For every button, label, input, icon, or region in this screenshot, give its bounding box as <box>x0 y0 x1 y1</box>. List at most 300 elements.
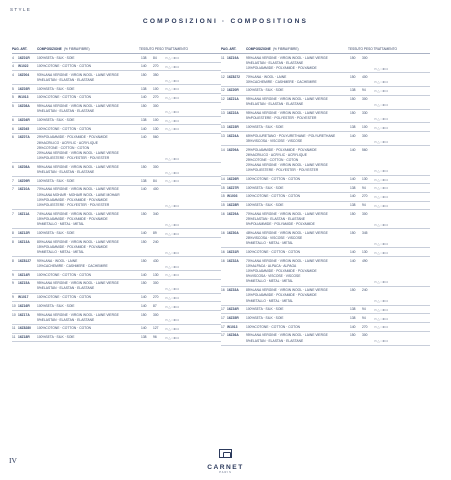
table-row <box>221 210 430 229</box>
composition-text <box>37 135 119 161</box>
composition-line: 20%LANA VERGINE · VIRGIN WOOL · LAINE VIERGE <box>37 151 119 156</box>
composition-line: 5%ELASTAN · ELASTAN · ELASTANE <box>37 109 95 114</box>
care-symbols-icon: ▭△◌⊗⊡ <box>165 127 180 132</box>
care-symbols-icon: ▭△◌⊗⊡ <box>165 250 180 255</box>
composition-line: 48%LANA VERGINE · VIRGIN WOOL · LAINE VIERGE <box>246 230 328 235</box>
care-symbols-icon: ▭△◌⊗⊡ <box>374 222 389 227</box>
page-ref: 13 <box>221 124 225 129</box>
composition-text <box>37 118 75 123</box>
care-symbols-icon: ▭△◌⊗⊡ <box>165 170 180 175</box>
fabric-weight: 340 <box>153 211 159 216</box>
composition-line: 5%POLIAMMIDE · POLYAMIDE · POLYAMIDE <box>246 222 315 227</box>
page-ref: 11 <box>12 326 16 331</box>
composition-line: 74%LANA VERGINE · VIRGIN WOOL · LAINE VIERGE <box>37 211 119 216</box>
composition-line: 15%POLIAMMIDE · POLYAMIDE · POLYAMIDE <box>37 244 108 249</box>
fabric-weight: 94 <box>362 88 366 93</box>
care-symbols-icon: ▭△◌⊗⊡ <box>165 231 180 236</box>
table-row <box>221 110 430 124</box>
composition-line: 100%SETA · SILK · SOIE <box>37 86 75 91</box>
header-code: PAG. ART. <box>221 47 237 51</box>
header-meta: TESSUTO PESO TRATTAMENTO <box>139 47 188 51</box>
page-ref: 4 <box>12 72 14 77</box>
page-ref: 10 <box>12 303 16 308</box>
care-symbols-icon: ▭△◌⊗⊡ <box>374 89 389 94</box>
composition-line: 5%METALLO · METAL · METAL <box>246 298 294 303</box>
composition-line: 5%METALLO · METAL · METAL <box>37 249 85 254</box>
fabric-weight: 400 <box>362 74 368 79</box>
fabric-width: 150 <box>350 55 356 60</box>
page-ref: 6 <box>12 135 14 140</box>
article-code: 16Z34R <box>227 307 239 312</box>
page-ref: 12 <box>221 97 225 102</box>
fabric-width: 140 <box>141 303 147 308</box>
fabric-width: 150 <box>350 230 356 235</box>
care-symbols-icon: ▭△◌⊗⊡ <box>374 299 389 304</box>
composition-text <box>37 212 119 228</box>
article-code: 16Z07A <box>18 135 30 140</box>
table-row <box>12 271 221 280</box>
composition-line: 5%VISCOSA · VISCOSE · VISCOSE <box>246 274 301 279</box>
composition-text <box>37 95 91 100</box>
fabric-width: 138 <box>141 86 147 91</box>
article-code: 16Z8272 <box>227 74 241 79</box>
composition-line: 100%SETA · SILK · SOIE <box>246 88 284 93</box>
composition-text <box>37 240 119 256</box>
fabric-width: 140 <box>141 326 147 331</box>
fabric-width: 150 <box>350 111 356 116</box>
page-ref: 10 <box>12 312 16 317</box>
care-symbols-icon: ▭△◌⊗⊡ <box>165 304 180 309</box>
fabric-weight: 300 <box>153 104 159 109</box>
fabric-width: 140 <box>350 194 356 199</box>
composition-text <box>37 231 75 236</box>
fabric-weight: 300 <box>362 97 368 102</box>
care-symbols-icon: ▭△◌⊗⊡ <box>165 295 180 300</box>
composition-line: 100%COTONE · COTTON · COTON <box>246 177 301 182</box>
composition-line: 5%ELASTAN · ELASTAN · ELASTANE <box>246 338 304 343</box>
page-ref: 4 <box>12 55 14 60</box>
fabric-width: 150 <box>141 164 147 169</box>
page-ref: 16 <box>221 249 225 254</box>
care-symbols-icon: ▭△◌⊗⊡ <box>165 273 180 278</box>
fabric-weight: 560 <box>153 135 159 140</box>
brand-name: CARNET <box>207 464 244 471</box>
table-row <box>221 87 430 96</box>
fabric-width: 140 <box>141 95 147 100</box>
article-code: 16Z09R <box>18 178 30 183</box>
composition-text <box>37 281 119 291</box>
care-symbols-icon: ▭△◌⊗⊡ <box>374 103 389 108</box>
composition-line: 100%SETA · SILK · SOIE <box>37 230 75 235</box>
article-code: 16Z32A <box>227 258 239 263</box>
care-symbols-icon: ▭△◌⊗⊡ <box>165 78 180 83</box>
fabric-weight: 94 <box>362 315 366 320</box>
article-code: W1022 <box>18 64 29 69</box>
table-row <box>12 125 221 134</box>
composition-text <box>37 326 91 331</box>
fabric-width: 150 <box>141 239 147 244</box>
page-ref: 17 <box>221 324 225 329</box>
table-body-right <box>221 54 430 346</box>
page-ref: 13 <box>221 111 225 116</box>
composition-line: 100%SETA · SILK · SOIE <box>37 178 75 183</box>
composition-text <box>246 316 284 321</box>
table-header <box>12 45 221 54</box>
page-ref: 16 <box>221 258 225 263</box>
care-symbols-icon: ▭△◌⊗⊡ <box>374 169 389 174</box>
table-row <box>221 202 430 211</box>
composition-text <box>37 259 108 269</box>
table-header <box>221 45 430 54</box>
table-row <box>221 123 430 132</box>
fabric-weight: 270 <box>362 324 368 329</box>
composition-line: 100%COTONE · COTTON · COTON <box>37 295 92 300</box>
care-symbols-icon: ▭△◌⊗⊡ <box>165 110 180 115</box>
logo-mark-icon <box>219 449 232 458</box>
care-symbols-icon: ▭△◌⊗⊡ <box>165 118 180 123</box>
fabric-weight: 300 <box>153 312 159 317</box>
article-code: 16Z8280 <box>18 326 32 331</box>
article-code: 16Z01R <box>18 55 30 60</box>
composition-text <box>246 88 284 93</box>
care-symbols-icon: ▭△◌⊗⊡ <box>374 307 389 312</box>
care-symbols-icon: ▭△◌⊗⊡ <box>374 125 389 130</box>
composition-text <box>37 295 91 300</box>
page-ref: 5 <box>12 104 14 109</box>
article-code: 16Z17A <box>18 312 30 317</box>
table-row <box>221 248 430 257</box>
fabric-width: 138 <box>141 118 147 123</box>
fabric-weight: 430 <box>153 258 159 263</box>
care-symbols-icon: ▭△◌⊗⊡ <box>165 179 180 184</box>
table-row <box>221 146 430 176</box>
table-row <box>12 311 221 325</box>
article-code: 16Z03R <box>18 86 30 91</box>
article-code: 16Z15A <box>18 281 30 286</box>
page-ref: 7 <box>12 211 14 216</box>
table-row <box>12 54 221 63</box>
fabric-width: 150 <box>141 104 147 109</box>
composition-line: 5%METALLO · METAL · METAL <box>37 222 85 227</box>
fabric-width: 150 <box>141 211 147 216</box>
article-code: W1013 <box>227 324 238 329</box>
table-row <box>12 63 221 72</box>
composition-line: 5%ELASTAN · ELASTAN · ELASTANE <box>37 170 95 175</box>
care-symbols-icon: ▭△◌⊗⊡ <box>165 64 180 69</box>
table-row <box>221 54 430 73</box>
fabric-weight: 300 <box>362 211 368 216</box>
composition-line: 65%POLIURETANO · POLYURETHANE · POLYURETHANE <box>246 133 336 138</box>
table-row <box>12 177 221 186</box>
page-ref: 11 <box>12 335 16 340</box>
fabric-weight: 130 <box>153 126 159 131</box>
composition-text <box>37 304 75 309</box>
page-ref: 12 <box>221 88 225 93</box>
fabric-weight: 100 <box>153 86 159 91</box>
fabric-weight: 300 <box>362 133 368 138</box>
composition-text <box>246 325 300 330</box>
fabric-width: 140 <box>350 177 356 182</box>
article-code: 16Z36A <box>227 333 239 338</box>
article-code: 16Z26R <box>227 177 239 182</box>
fabric-width: 138 <box>350 88 356 93</box>
table-row <box>221 332 430 346</box>
composition-text <box>246 75 317 85</box>
composition-line: 100%SETA · SILK · SOIE <box>37 303 75 308</box>
composition-line: 30%CACHEMIRE · CASHMERE · CACHEMIRE <box>246 79 317 84</box>
fabric-weight: 400 <box>153 187 159 192</box>
fabric-width: 150 <box>350 288 356 293</box>
fabric-weight: 240 <box>362 288 368 293</box>
fabric-weight: 96 <box>153 335 157 340</box>
article-code: 16Z04R <box>18 118 30 123</box>
article-code: 16Z29A <box>227 211 239 216</box>
composition-line: 15%POLIAMMIDE · POLYAMIDE · POLYAMIDE <box>37 216 108 221</box>
page-ref: 7 <box>12 178 14 183</box>
care-symbols-icon: ▭△◌⊗⊡ <box>165 327 180 332</box>
page-ref: 11 <box>221 55 225 60</box>
fabric-weight: 300 <box>362 55 368 60</box>
article-code: 16Z35R <box>227 315 239 320</box>
header-meta: TESSUTO PESO TRATTAMENTO <box>348 47 397 51</box>
fabric-width: 138 <box>141 178 147 183</box>
fabric-width: 140 <box>141 64 147 69</box>
table-row <box>221 132 430 146</box>
fabric-weight: 130 <box>362 177 368 182</box>
care-symbols-icon: ▭△◌⊗⊡ <box>374 177 389 182</box>
composition-text <box>246 259 328 285</box>
fabric-width: 150 <box>350 333 356 338</box>
composition-text <box>246 288 328 304</box>
table-row <box>221 96 430 110</box>
care-symbols-icon: ▭△◌⊗⊡ <box>374 316 389 321</box>
care-symbols-icon: ▭△◌⊗⊡ <box>374 325 389 330</box>
care-symbols-icon: ▭△◌⊗⊡ <box>165 335 180 340</box>
care-symbols-icon: ▭△◌⊗⊡ <box>165 156 180 161</box>
fabric-weight: 270 <box>153 95 159 100</box>
care-symbols-icon: ▭△◌⊗⊡ <box>374 280 389 285</box>
composition-line: 5%POLIESTERE · POLYESTER · POLYESTER <box>246 116 317 121</box>
composition-text <box>37 64 91 69</box>
care-symbols-icon: ▭△◌⊗⊡ <box>165 318 180 323</box>
article-code: 16Z08A <box>18 104 30 109</box>
composition-text <box>37 56 75 61</box>
composition-line: 10%POLIAMMIDE · POLYAMIDE · POLYAMIDE <box>37 197 108 202</box>
composition-line: 5%METALLO · METAL · METAL <box>246 279 294 284</box>
fabric-weight: 100 <box>362 124 368 129</box>
table-row <box>12 280 221 294</box>
brand-logo <box>0 445 451 474</box>
page-ref: 9 <box>12 295 14 300</box>
composition-text <box>37 104 119 114</box>
page-ref: 8 <box>12 239 14 244</box>
composition-line: 80%LANA VERGINE · VIRGIN WOOL · LAINE VIERGE <box>37 239 119 244</box>
composition-text <box>246 203 284 208</box>
table-row <box>12 294 221 303</box>
fabric-weight: 127 <box>153 326 159 331</box>
article-code: 16Z14R <box>18 272 30 277</box>
fabric-width: 140 <box>141 230 147 235</box>
composition-line: 70%LANA VERGINE · VIRGIN WOOL · LAINE VIERGE <box>37 187 119 192</box>
fabric-width: 138 <box>350 185 356 190</box>
page-ref: 17 <box>221 333 225 338</box>
care-symbols-icon: ▭△◌⊗⊡ <box>374 80 389 85</box>
composition-line: 10%CACHEMIRE · CASHMERE · CACHEMIRE <box>37 263 108 268</box>
fabric-weight: 94 <box>362 307 366 312</box>
composition-line: 95%LANA VERGINE · VIRGIN WOOL · LAINE VIERGE <box>37 312 119 317</box>
fabric-width: 150 <box>141 281 147 286</box>
care-symbols-icon: ▭△◌⊗⊡ <box>374 66 389 71</box>
page-ref: 14 <box>221 147 225 152</box>
table-row <box>12 334 221 343</box>
article-code: 16Z045 <box>18 126 30 131</box>
article-code: W1003 <box>227 194 238 199</box>
composition-line: 95%LANA VERGINE · VIRGIN WOOL · LAINE VIERGE <box>246 333 328 338</box>
table-row <box>221 193 430 202</box>
care-symbols-icon: ▭△◌⊗⊡ <box>165 264 180 269</box>
composition-line: 100%SETA · SILK · SOIE <box>37 335 75 340</box>
fabric-width: 150 <box>141 72 147 77</box>
article-code: 16Z30A <box>227 230 239 235</box>
table-row <box>221 176 430 185</box>
composition-line: 26%ACRILICO · ACRYLIC · ACRYLIQUE <box>37 140 98 145</box>
composition-line: 95%LANA VERGINE · VIRGIN WOOL · LAINE VIERGE <box>246 97 328 102</box>
composition-line: 28%VISCOSA · VISCOSE · VISCOSE <box>246 236 303 241</box>
composition-line: 95%LANA VERGINE · VIRGIN WOOL · LAINE VIERGE <box>37 164 119 169</box>
fabric-width: 138 <box>350 203 356 208</box>
fabric-weight: 100 <box>153 118 159 123</box>
article-code: 16Z10A <box>18 187 30 192</box>
fabric-weight: 270 <box>153 295 159 300</box>
page-ref: 12 <box>221 74 225 79</box>
composition-line: 5%ELASTAN · ELASTAN · ELASTANE <box>37 317 95 322</box>
care-symbols-icon: ▭△◌⊗⊡ <box>165 287 180 292</box>
fabric-width: 140 <box>350 258 356 263</box>
composition-text <box>246 125 284 130</box>
page-ref: 5 <box>12 86 14 91</box>
page-ref: 9 <box>12 272 14 277</box>
page-ref: 13 <box>221 133 225 138</box>
page-ref: 16 <box>221 288 225 293</box>
table-row <box>12 229 221 238</box>
fabric-weight: 94 <box>362 203 366 208</box>
composition-line: 10%LANA MOHAIR · MOHAIR WOOL · LAINE MOHAIR <box>37 192 120 197</box>
composition-line: 5%ELASTAN · ELASTAN · ELASTANE <box>246 102 304 107</box>
fabric-weight: 560 <box>362 147 368 152</box>
fabric-width: 140 <box>141 295 147 300</box>
care-symbols-icon: ▭△◌⊗⊡ <box>374 339 389 344</box>
composition-line: 5%ELASTAN · ELASTAN · ELASTANE <box>246 60 304 65</box>
table-row <box>221 73 430 87</box>
composition-line: 29%POLIAMMIDE · POLYAMIDE · POLYAMIDE <box>37 135 108 140</box>
composition-text <box>246 177 300 182</box>
article-code: 16Z004 <box>18 72 30 77</box>
fabric-width: 140 <box>141 272 147 277</box>
fabric-weight: 270 <box>362 194 368 199</box>
page-ref: 15 <box>221 185 225 190</box>
care-symbols-icon: ▭△◌⊗⊡ <box>165 56 180 61</box>
page-ref: 8 <box>12 230 14 235</box>
fabric-width: 138 <box>350 307 356 312</box>
fabric-width: 140 <box>141 187 147 192</box>
care-symbols-icon: ▭△◌⊗⊡ <box>374 250 389 255</box>
table-row <box>12 134 221 164</box>
table-body-left <box>12 54 221 342</box>
table-row <box>221 323 430 332</box>
fabric-width: 138 <box>141 55 147 60</box>
composition-line: 90%LANA · WOOL · LAINE <box>37 258 78 263</box>
article-code: 16Z33A <box>227 288 239 293</box>
table-row <box>12 94 221 103</box>
composition-line: 100%COTONE · COTTON · COTON <box>37 126 92 131</box>
table-row <box>12 238 221 257</box>
composition-line: 20%LANA VERGINE · VIRGIN WOOL · LAINE VIERGE <box>246 163 328 168</box>
fabric-weight: 240 <box>153 239 159 244</box>
fabric-width: 138 <box>141 335 147 340</box>
composition-line: 100%COTONE · COTTON · COTON <box>37 326 92 331</box>
composition-line: 70%LANA VERGINE · VIRGIN WOOL · LAINE VIERGE <box>246 258 328 263</box>
composition-line: 10%POLIAMMIDE · POLYAMIDE · POLYAMIDE <box>246 65 317 70</box>
fabric-weight: 89 <box>153 230 157 235</box>
article-code: 16Z8127 <box>18 258 32 263</box>
header-composition: COMPOSIZIONE <box>37 47 62 51</box>
article-code: 16Z24A <box>227 133 239 138</box>
fabric-width: 140 <box>141 126 147 131</box>
page-ref: 15 <box>221 194 225 199</box>
composition-line: 100%COTONE · COTTON · COTON <box>37 95 92 100</box>
composition-text <box>246 148 328 174</box>
fabric-weight: 270 <box>153 64 159 69</box>
composition-line: 95%LANA VERGINE · VIRGIN WOOL · LAINE VIERGE <box>246 55 328 60</box>
composition-line: 100%SETA · SILK · SOIE <box>246 185 284 190</box>
fabric-width: 140 <box>141 135 147 140</box>
composition-line: 95%LANA VERGINE · VIRGIN WOOL · LAINE VIERGE <box>246 111 328 116</box>
composition-line: 100%COTONE · COTTON · COTON <box>246 324 301 329</box>
fabric-width: 150 <box>350 211 356 216</box>
care-symbols-icon: ▭△◌⊗⊡ <box>165 96 180 101</box>
article-code: 16Z27R <box>227 185 239 190</box>
section-label: STYLE <box>10 7 32 12</box>
composition-line: 10%POLIAMMIDE · POLYAMIDE · POLYAMIDE <box>246 269 317 274</box>
table-row <box>12 117 221 126</box>
composition-text <box>246 194 300 199</box>
composition-text <box>246 307 284 312</box>
care-symbols-icon: ▭△◌⊗⊡ <box>165 222 180 227</box>
article-code: 16Z09A <box>227 147 239 152</box>
composition-line: 10%ALPACA · ALPACA · ALPAGA <box>246 263 297 268</box>
composition-line: 10%POLIESTERE · POLYESTER · POLYESTER <box>37 203 110 208</box>
composition-text <box>246 97 328 107</box>
composition-text <box>246 231 328 247</box>
header-composition-note: (% FIBRA/FIBRE) <box>273 47 299 51</box>
article-code: 16Z20R <box>227 88 239 93</box>
composition-text <box>246 186 284 191</box>
care-symbols-icon: ▭△◌⊗⊡ <box>374 203 389 208</box>
table-row <box>221 257 430 287</box>
brand-sub: PARIS <box>219 471 232 474</box>
composition-text <box>37 335 75 340</box>
page-ref: 14 <box>221 177 225 182</box>
article-code: 16Z31R <box>227 249 239 254</box>
composition-line: 5%ELASTAN · ELASTAN · ELASTANE <box>37 78 95 83</box>
table-row <box>12 71 221 85</box>
composition-line: 100%COTONE · COTTON · COTON <box>37 64 92 69</box>
composition-line: 100%SETA · SILK · SOIE <box>246 315 284 320</box>
care-symbols-icon: ▭△◌⊗⊡ <box>374 139 389 144</box>
article-code: 16Z21A <box>227 97 239 102</box>
composition-line: 5%ELASTAN · ELASTAN · ELASTANE <box>37 286 95 291</box>
fabric-weight: 130 <box>153 272 159 277</box>
